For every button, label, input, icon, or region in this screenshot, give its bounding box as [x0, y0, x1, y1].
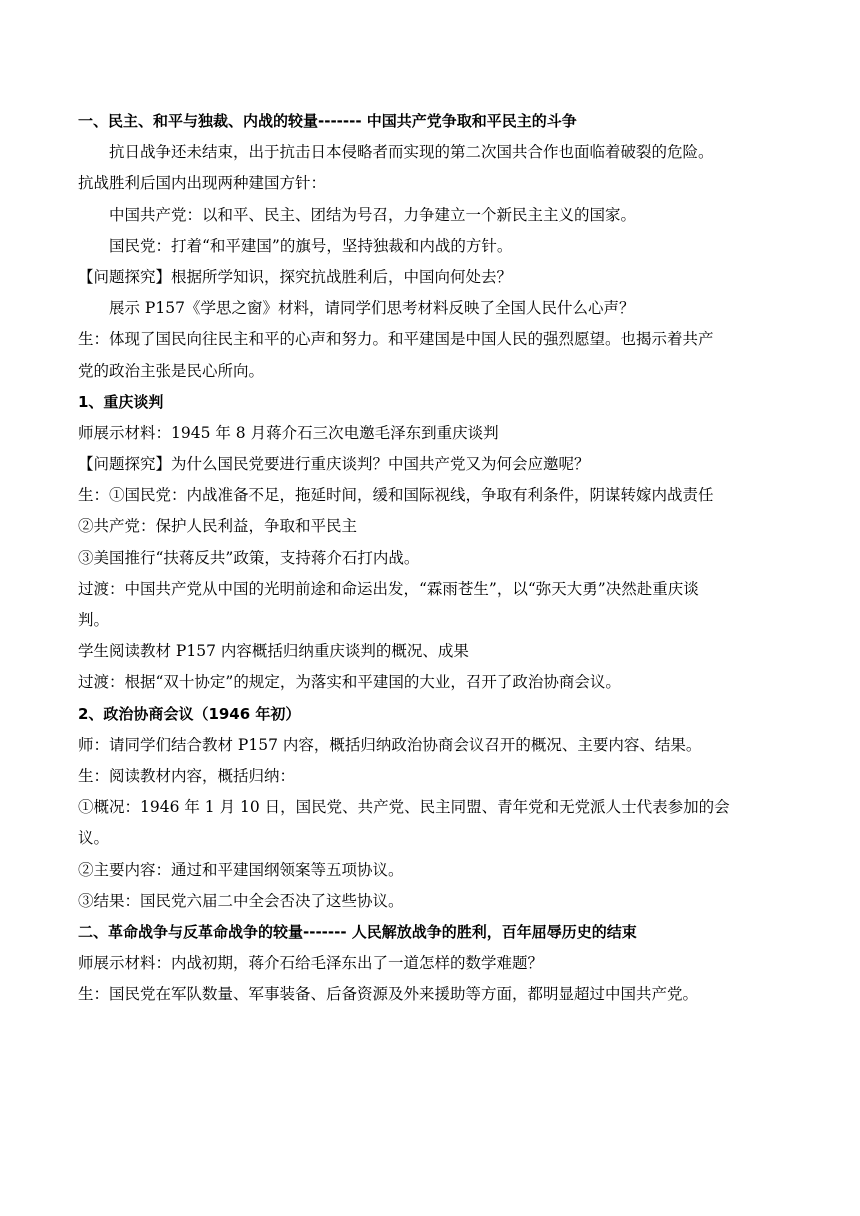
answer-item: ②共产党：保护人民利益，争取和平民主	[78, 517, 358, 536]
paragraph: 师展示材料：1945 年 8 月蒋介石三次电邀毛泽东到重庆谈判	[78, 423, 499, 442]
answer-paragraph: 生：国民党在军队数量、军事装备、后备资源及外来援助等方面，都明显超过中国共产党。	[78, 985, 699, 1004]
paragraph: 师展示材料：内战初期，蒋介石给毛泽东出了一道怎样的数学难题？	[78, 954, 544, 973]
list-item: ②主要内容：通过和平建国纲领案等五项协议。	[78, 860, 404, 879]
subsection-heading-2: 2、政治协商会议（1946 年初）	[78, 704, 301, 723]
list-item-cont: 议。	[78, 829, 110, 848]
answer-item: ③美国推行“扶蒋反共”政策，支持蒋介石打内战。	[78, 548, 420, 567]
paragraph: 学生阅读教材 P157 内容概括归纳重庆谈判的概况、成果	[78, 642, 469, 661]
paragraph: 抗战胜利后国内出现两种建国方针：	[78, 174, 327, 193]
paragraph: 展示 P157《学思之窗》材料，请同学们思考材料反映了全国人民什么心声？	[109, 299, 635, 318]
transition-paragraph: 过渡：根据“双十协定”的规定，为落实和平建国的大业，召开了政治协商会议。	[78, 673, 621, 692]
section-heading-1: 一、民主、和平与独裁、内战的较量------- 中国共产党争取和平民主的斗争	[78, 112, 577, 130]
question-paragraph: 【问题探究】根据所学知识，探究抗战胜利后，中国向何处去？	[78, 267, 513, 286]
paragraph: 国民党：打着“和平建国”的旗号，坚持独裁和内战的方针。	[109, 236, 513, 255]
section-heading-2: 二、革命战争与反革命战争的较量------- 人民解放战争的胜利，百年屈辱历史的结束	[78, 922, 637, 941]
question-paragraph: 【问题探究】为什么国民党要进行重庆谈判？中国共产党又为何会应邀呢？	[78, 455, 590, 474]
subsection-heading-1: 1、重庆谈判	[78, 392, 164, 411]
answer-paragraph: 生：体现了国民向往民主和平的心声和努力。和平建国是中国人民的强烈愿望。也揭示着共产	[78, 330, 714, 349]
document-page	[78, 106, 790, 1010]
paragraph: 师：请同学们结合教材 P157 内容，概括归纳政治协商会议召开的概况、主要内容、结果。	[78, 735, 702, 754]
paragraph: 抗日战争还未结束，出于抗击日本侵略者而实现的第二次国共合作也面临着破裂的危险。	[109, 143, 714, 162]
answer-paragraph-cont: 党的政治主张是民心所向。	[78, 361, 265, 380]
list-item: ①概况：1946 年 1 月 10 日，国民党、共产党、民主同盟、青年党和无党派人士代表参加的会	[78, 798, 730, 817]
list-item: ③结果：国民党六届二中全会否决了这些协议。	[78, 891, 404, 910]
paragraph: 生：阅读教材内容，概括归纳：	[78, 766, 296, 785]
answer-paragraph: 生：①国民党：内战准备不足，拖延时间，缓和国际视线，争取有利条件，阴谋转嫁内战责任	[78, 486, 714, 505]
paragraph: 中国共产党：以和平、民主、团结为号召，力争建立一个新民主主义的国家。	[109, 205, 637, 224]
transition-paragraph: 过渡：中国共产党从中国的光明前途和命运出发，“霖雨苍生”，以“弥天大勇”决然赴重庆谈	[78, 579, 699, 598]
transition-paragraph-cont: 判。	[78, 611, 110, 629]
